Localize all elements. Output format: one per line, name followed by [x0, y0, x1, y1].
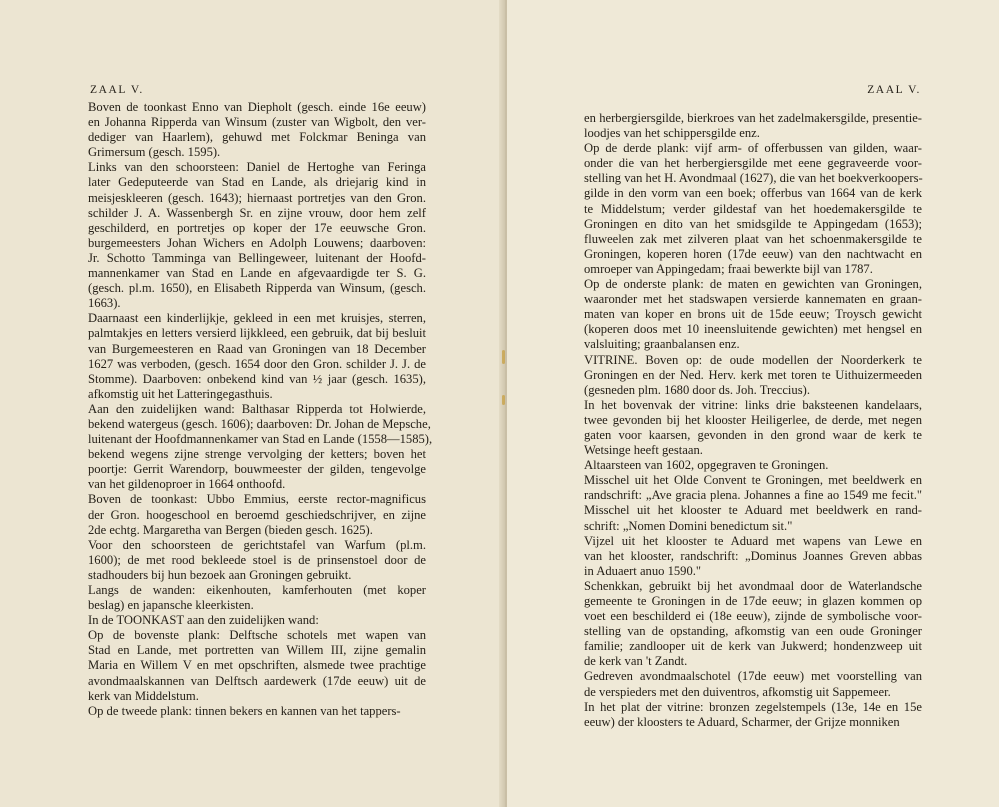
- text-line: Boven de toonkast Enno van Diepholt (gesch. einde 16e eeuw): [88, 100, 426, 114]
- text-line: gaten voor kaarsen, gevonden in den grond waar de kerk te: [584, 427, 922, 442]
- text-line: Langs de wanden: eikenhouten, kamferhouten (met koper: [88, 583, 426, 597]
- right-page-body: [584, 111, 922, 730]
- text-line: bekend wegens zijne strenge vervolging der ketters; boven het: [88, 447, 426, 462]
- text-line: schilder J. A. Wassenbergh Sr. en zijne vrouw, door hem zelf: [88, 205, 426, 220]
- text-line: palmtakjes en letters versierd lijkkleed, een gebruik, dat bij besluit: [88, 326, 426, 341]
- text-line: beslag) en japansche kleerkisten.: [88, 598, 254, 613]
- text-line: en Johanna Ripperda van Winsum (zuster van Wigbolt, den ver-: [88, 115, 426, 130]
- text-line: Op de derde plank: vijf arm- of offerbussen van gilden, waar-: [584, 141, 922, 156]
- text-line: Groningen, koperen horen (17de eeuw) van den nachtwacht en: [584, 246, 922, 261]
- text-line: Schenkkan, gebruikt bij het avondmaal door de Waterlandsche: [584, 578, 922, 593]
- text-line: de kerk van 't Zandt.: [584, 654, 688, 669]
- text-line: burgemeesters Johan Wichers en Adolph Louwens; daarboven:: [88, 235, 426, 250]
- text-line: Maria en Willem V en met opschriften, alsmede twee prachtige: [88, 658, 426, 673]
- text-line: van het klooster, randschrift: „Dominus Joannes Greven abbas: [584, 548, 922, 563]
- text-line: kerk van Middelstum.: [88, 688, 199, 703]
- text-line: Aan den zuidelijken wand: Balthasar Ripperda tot Holwierde,: [88, 401, 426, 416]
- text-line: (gesneden plm. 1680 door ds. Joh. Treccius).: [584, 382, 810, 397]
- text-line: geschilderd, en portretjes op koper der 17e eeuwsche Gron.: [88, 220, 426, 235]
- text-line: avondmaalskannen van Delftsch aardewerk (17de eeuw) uit de: [88, 673, 426, 688]
- text-line: dediger van Haarlem), gehuwd met Folckmar Beninga van: [88, 130, 426, 145]
- text-line: poortje: Gerrit Warendorp, bouwmeester der gilden, tengevolge: [88, 462, 426, 477]
- text-line: In de TOONKAST aan den zuidelijken wand:: [88, 613, 319, 628]
- right-page-header: ZAAL V.: [867, 84, 921, 96]
- text-line: schrift: „Nomen Domini benedictum sit.": [584, 518, 793, 533]
- text-line: der Gron. hoogeschool en beroemd geschiedschrijver, en zijne: [88, 507, 426, 522]
- text-line: 1600); de met rood bekleede stoel is de prinsenstoel door de: [88, 552, 426, 567]
- text-line: randschrift: „Ave gracia plena. Johannes a fine ao 1549 me fecit.": [584, 488, 922, 503]
- text-line: Grimersum (gesch. 1595).: [88, 145, 221, 160]
- text-line: In het bovenvak der vitrine: links drie baksteenen kandelaars,: [584, 397, 922, 412]
- text-line: 1663).: [88, 296, 121, 311]
- text-line: Misschel uit het klooster te Aduard met beeldwerk en rand-: [584, 503, 922, 518]
- left-page-header: ZAAL V.: [90, 84, 144, 96]
- text-line: familie; zandlooper uit de kerk van Jukwerd; hondenzweep uit: [584, 639, 922, 654]
- text-line: Daarnaast een kinderlijkje, gekleed in een met kruisjes, sterren,: [88, 311, 426, 326]
- text-line: stadhouders bij hun bezoek aan Groningen gebruikt.: [88, 567, 352, 582]
- text-line: In het plat der vitrine: bronzen zegelstempels (13e, 14e en 15e: [584, 699, 922, 714]
- text-line: van het gildenoproer in 1664 onthoofd.: [88, 477, 286, 492]
- text-line: stelling van de opstanding, afkomstig van een oude Groninger: [584, 624, 922, 639]
- text-line: later Gedeputeerde van Stad en Lande, als driejarig kind in: [88, 175, 426, 190]
- text-line: voet een beschilderd ei (18e eeuw), zijnde de symbolische voor-: [584, 609, 922, 624]
- text-line: waaronder met het stadswapen versierde kannematen en graan-: [584, 292, 922, 307]
- text-line: van Burgemeesteren en Raad van Groningen van 18 December: [88, 341, 426, 356]
- right-page: [507, 0, 999, 807]
- text-line: maten van koper en brons uit de 15de eeuw; Troysch gewicht: [584, 307, 922, 322]
- binding-staple-mark: [502, 350, 505, 364]
- text-line: Gedreven avondmaalschotel (17de eeuw) met voorstelling van: [584, 669, 922, 684]
- text-line: Vijzel uit het klooster te Aduard met wapens van Lewe en: [584, 533, 922, 548]
- text-line: Links van den schoorsteen: Daniel de Hertoghe van Feringa: [88, 160, 426, 175]
- text-line: twee gevonden bij het klooster Heiligerlee, de derde, met negen: [584, 412, 922, 427]
- text-line: valsluiting; graanbalansen enz.: [584, 337, 740, 352]
- text-line: onder die van het herbergiersgilde met eene gegraveerde voor-: [584, 156, 922, 171]
- text-line: Misschel uit het Olde Convent te Groningen, met beeldwerk en: [584, 473, 922, 488]
- text-line: Stomme). Daarboven: onbekend kind van ½ jaar (gesch. 1635),: [88, 371, 426, 386]
- text-line: (koperen doos met 10 ineensluitende gewichten) met hengsel en: [584, 322, 922, 337]
- text-line: 2de echtg. Margaretha van Bergen (bieden gesch. 1625).: [88, 522, 373, 537]
- text-line: bekend watergeus (gesch. 1606); daarboven: Dr. Johan de Mepsche,: [88, 416, 431, 431]
- text-line: afkomstig uit het Latteringegasthuis.: [88, 386, 273, 401]
- text-line: Wetsinge heeft gestaan.: [584, 443, 703, 458]
- text-line: Jr. Schotto Tamminga van Bellingeweer, luitenant der Hoofd-: [88, 250, 426, 265]
- text-line: luitenant der Hoofdmannenkamer van Stad en Lande (1558—1585),: [88, 432, 433, 447]
- text-line: meisjeskleeren (gesch. 1643); hiernaast portretjes van den Gron.: [88, 190, 426, 205]
- text-line: gemeente te Groningen in de 17de eeuw; in glazen kommen op: [584, 594, 922, 608]
- text-line: 1627 was verboden, (gesch. 1654 door den Gron. schilder J. J. de: [88, 356, 426, 371]
- text-line: gilde in den vorm van een boek; offerbus van 1664 van de kerk: [584, 186, 922, 201]
- text-line: te Middelstum; verder gildestaf van het hoedemakersgilde te: [584, 201, 922, 216]
- text-line: omroeper van Appingedam; fraai bewerkte bijl van 1787.: [584, 261, 873, 276]
- text-line: in Aduaert anuo 1590.": [584, 563, 702, 578]
- text-line: eeuw) der kloosters te Aduard, Scharmer, der Grijze monniken: [584, 714, 900, 729]
- text-line: stelling van het H. Avondmaal (1627), die van het boekverkoopers-: [584, 171, 923, 186]
- text-line: de verspieders met den duiventros, afkomstig uit Sappemeer.: [584, 684, 891, 699]
- text-line: Altaarsteen van 1602, opgegraven te Groningen.: [584, 458, 829, 473]
- left-page-body: [88, 100, 433, 719]
- text-line: Op de bovenste plank: Delftsche schotels met wapen van: [88, 628, 426, 643]
- text-line: Groningen en dito van het smidsgilde te Appingedam (1653);: [584, 216, 922, 231]
- text-line: Voor den schoorsteen de gerichtstafel van Warfum (pl.m.: [88, 537, 426, 552]
- text-line: Op de tweede plank: tinnen bekers en kannen van het tappers-: [88, 703, 401, 718]
- text-line: mannenkamer van Stad en Lande en afgevaardigde ter S. G.: [88, 266, 426, 281]
- text-line: VITRINE. Boven op: de oude modellen der Noorderkerk te: [584, 352, 922, 367]
- text-line: Groningen en der Ned. Herv. kerk met toren te Uithuizermeeden: [584, 367, 922, 382]
- binding-staple-mark: [502, 395, 505, 405]
- text-line: fluweelen zak met zilveren plaat van het schoenmakersgilde te: [584, 231, 922, 246]
- text-line: Stad en Lande, met portretten van Willem III, zijne gemalin: [88, 643, 426, 658]
- text-line: (gesch. pl.m. 1650), en Elisabeth Ripperda van Winsum, (gesch.: [88, 281, 426, 296]
- text-line: Boven de toonkast: Ubbo Emmius, eerste rector-magnificus: [88, 492, 426, 507]
- text-line: en herbergiersgilde, bierkroes van het zadelmakersgilde, presentie-: [584, 111, 922, 125]
- text-line: loodjes van het schippersgilde enz.: [584, 126, 760, 141]
- text-line: Op de onderste plank: de maten en gewichten van Groningen,: [584, 277, 922, 292]
